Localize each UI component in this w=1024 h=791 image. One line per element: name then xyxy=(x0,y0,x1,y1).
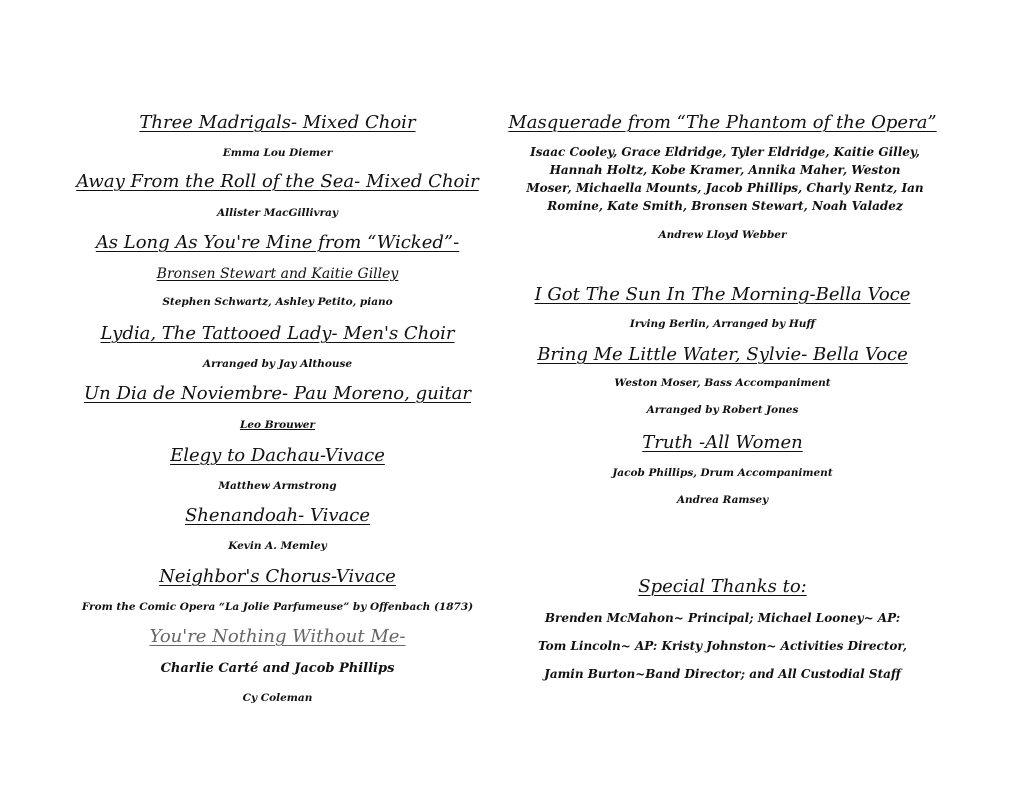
piece-title: Away From the Roll of the Sea- Mixed Choir xyxy=(76,171,479,192)
composer-credit: Cy Coleman xyxy=(242,692,313,704)
performer-list: Isaac Cooley, Grace Eldridge, Tyler Eldridge, Kaitie Gilley, Hannah Holtz, Kobe Kramer, Annika Maher, Weston Moser, Michaella Mounts, Jacob Phillips, Charly Rentz, Ian Romine, Kate Smith, Bronsen Stewart, Noah Valadez xyxy=(526,145,924,213)
composer-credit: Andrew Lloyd Webber xyxy=(658,229,787,241)
piece-title: Bring Me Little Water, Sylvie- Bella Voce xyxy=(537,344,908,365)
piece-title: Un Dia de Noviembre- Pau Moreno, guitar xyxy=(83,383,472,404)
composer-credit: Kevin A. Memley xyxy=(228,540,327,552)
piece-title: Truth -All Women xyxy=(642,432,803,453)
composer-credit: Stephen Schwartz, Ashley Petito, piano xyxy=(162,296,393,308)
thanks-line: Tom Lincoln~ AP: Kristy Johnston~ Activities Director, xyxy=(538,639,907,653)
piece-title: As Long As You're Mine from “Wicked”- xyxy=(95,232,460,253)
piece-title: Masquerade from “The Phantom of the Opera” xyxy=(508,112,937,133)
composer-credit: Emma Lou Diemer xyxy=(222,147,333,159)
piece-title: Three Madrigals- Mixed Choir xyxy=(139,112,416,133)
piece-title: Neighbor's Chorus-Vivace xyxy=(159,566,396,587)
special-thanks-heading: Special Thanks to: xyxy=(638,576,807,597)
composer-credit: Matthew Armstrong xyxy=(218,480,337,492)
accompaniment-credit: Jacob Phillips, Drum Accompaniment xyxy=(612,467,833,479)
piece-title: You're Nothing Without Me- xyxy=(149,626,406,647)
composer-credit: Arranged by Jay Althouse xyxy=(202,358,353,370)
composer-credit: Leo Brouwer xyxy=(239,419,316,431)
piece-title: Shenandoah- Vivace xyxy=(184,505,371,526)
performer-names: Charlie Carté and Jacob Phillips xyxy=(160,661,395,676)
accompaniment-credit: Weston Moser, Bass Accompaniment xyxy=(614,377,831,389)
thanks-line: Brenden McMahon~ Principal; Michael Looney~ AP: xyxy=(544,611,901,625)
composer-credit: From the Comic Opera “La Jolie Parfumeuse” by Offenbach (1873) xyxy=(81,601,474,613)
composer-credit: Andrea Ramsey xyxy=(676,494,769,506)
piece-title: I Got The Sun In The Morning-Bella Voce xyxy=(534,284,911,305)
performer-names: Bronsen Stewart and Kaitie Gilley xyxy=(156,266,399,282)
composer-credit: Irving Berlin, Arranged by Huff xyxy=(629,318,816,330)
piece-title: Elegy to Dachau-Vivace xyxy=(170,445,385,466)
piece-title: Lydia, The Tattooed Lady- Men's Choir xyxy=(100,323,455,344)
composer-credit: Allister MacGillivray xyxy=(216,207,339,219)
thanks-line: Jamin Burton~Band Director; and All Custodial Staff xyxy=(544,667,901,681)
composer-credit: Arranged by Robert Jones xyxy=(646,404,799,416)
